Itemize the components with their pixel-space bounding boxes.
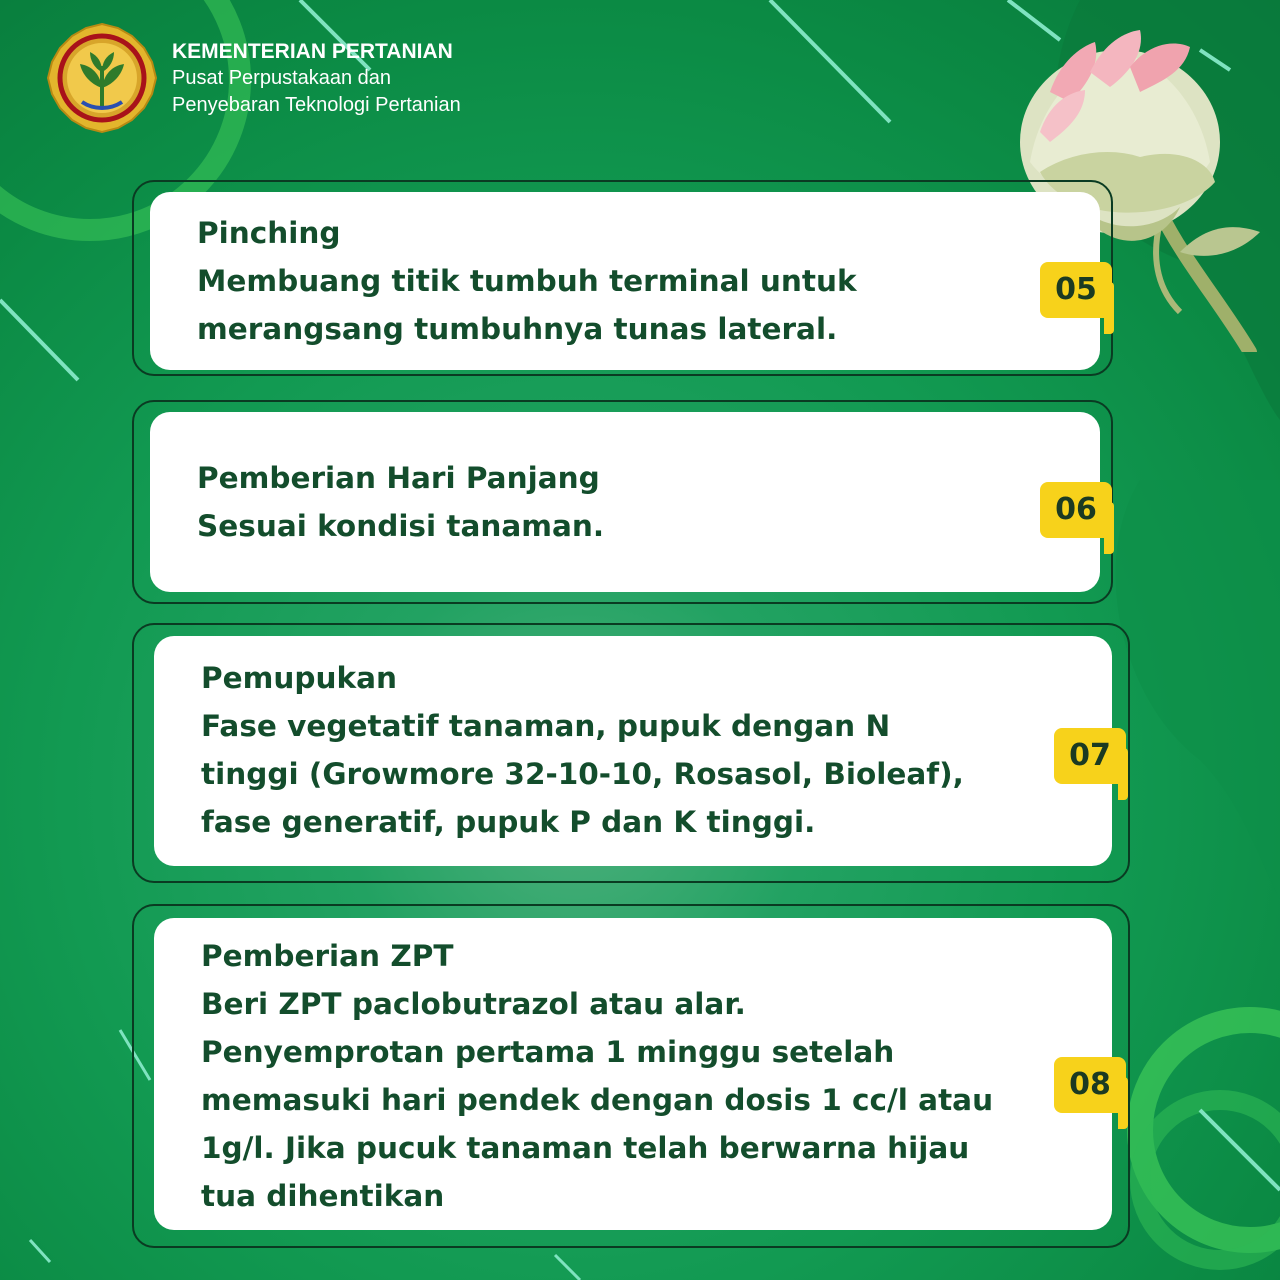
card-title: Pemupukan — [201, 661, 398, 695]
step-number-badge: 08 — [1054, 1057, 1126, 1113]
badge-tab — [1118, 1077, 1128, 1129]
header — [46, 22, 461, 134]
card-body — [150, 412, 1100, 592]
card-text-line: fase generatif, pupuk P dan K tinggi. — [201, 805, 816, 839]
card-title: Pinching — [197, 216, 341, 250]
card-body — [154, 918, 1112, 1230]
card-text-line: Fase vegetatif tanaman, pupuk dengan N — [201, 709, 891, 743]
card-text-line: Penyemprotan pertama 1 minggu setelah — [201, 1035, 895, 1069]
step-number-badge: 07 — [1054, 728, 1126, 784]
ministry-logo — [46, 22, 158, 134]
card-text-line: Sesuai kondisi tanaman. — [197, 509, 605, 543]
card-title: Pemberian Hari Panjang — [197, 461, 600, 495]
card-text-line: Membuang titik tumbuh terminal untuk — [197, 264, 857, 298]
card-body — [154, 636, 1112, 866]
card-body — [150, 192, 1100, 370]
card-text-line: tua dihentikan — [201, 1179, 445, 1213]
badge-tab — [1104, 502, 1114, 554]
card-title: Pemberian ZPT — [201, 939, 454, 973]
step-number-badge: 05 — [1040, 262, 1112, 318]
card-text-line: Beri ZPT paclobutrazol atau alar. — [201, 987, 746, 1021]
card-text-line: 1g/l. Jika pucuk tanaman telah berwarna hijau — [201, 1131, 970, 1165]
badge-tab — [1104, 282, 1114, 334]
org-subtitle-line1: Pusat Perpustakaan dan — [172, 66, 392, 89]
org-title: KEMENTERIAN PERTANIAN — [172, 39, 453, 63]
badge-tab — [1118, 748, 1128, 800]
step-number-badge: 06 — [1040, 482, 1112, 538]
org-subtitle-line2: Penyebaran Teknologi Pertanian — [172, 93, 461, 116]
organization-name — [172, 38, 461, 119]
card-text-line: tinggi (Growmore 32-10-10, Rosasol, Bioleaf), — [201, 757, 964, 791]
card-text-line: memasuki hari pendek dengan dosis 1 cc/l atau — [201, 1083, 994, 1117]
card-text-line: merangsang tumbuhnya tunas lateral. — [197, 312, 838, 346]
